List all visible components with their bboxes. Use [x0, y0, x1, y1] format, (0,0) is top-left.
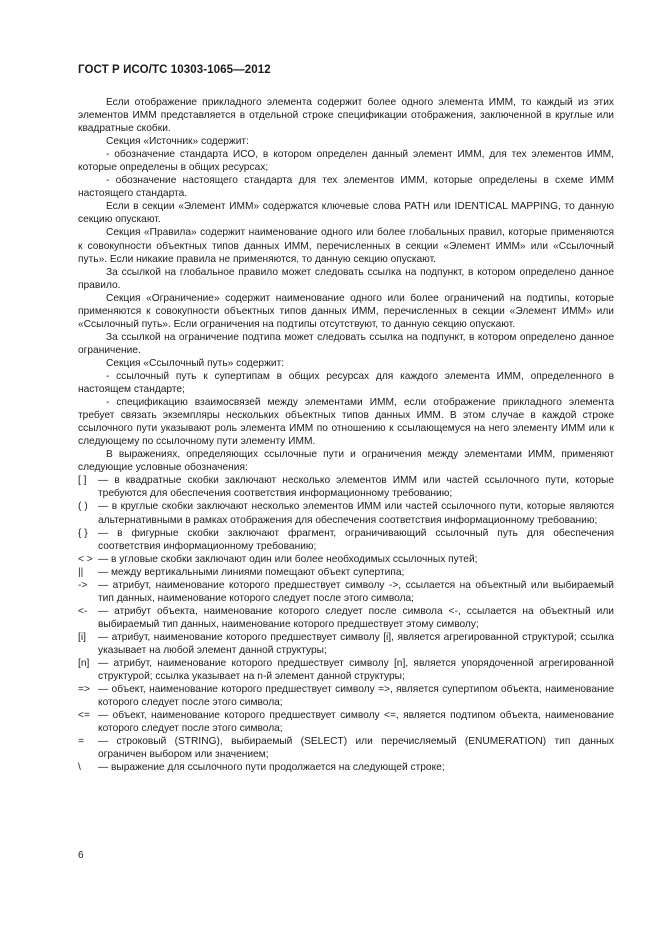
definition-symbol: ( ) [78, 501, 88, 513]
paragraph: Если в секции «Элемент ИММ» содержатся ключевые слова PATH или IDENTICAL MAPPING, то данную секцию опускают. [78, 201, 614, 226]
definition-item [78, 631, 614, 657]
definition-text: — атрибут, наименование которого предшествует символу [n], является упорядоченной агрегированной структурой; ссылка указывает на n-й элемент данной структуры; [98, 658, 614, 683]
paragraph: - спецификацию взаимосвязей между элементами ИММ, если отображение прикладного элемента требует связать экземпляры нескольких объектных типов данных ИММ. В этом случае в каждой строке ссылочного пути указывают роль элемента ИММ по отношению к ссылающемуся на него элементу ИММ или к следующему по ссылочному пути элементу ИММ. [78, 397, 614, 448]
definition-text: — между вертикальными линиями помещают объект супертипа; [98, 566, 405, 578]
definition-symbol: \ [78, 762, 81, 774]
definition-symbol: || [78, 566, 84, 578]
definition-symbol: < > [78, 553, 93, 565]
paragraph: Секция «Правила» содержит наименование одного или более глобальных правил, которые применяются к совокупности объектных типов данных ИММ, перечисленных в секции «Элемент ИММ» или «Ссылочный путь». Если никакие правила не применяются, то данную секцию опускают. [78, 227, 614, 265]
definition-item [78, 553, 614, 566]
definition-item [78, 683, 614, 709]
definition-text: — объект, наименование которого предшествует символу <=, является подтипом объекта, наименование которого следует после этого символа; [98, 710, 614, 735]
definition-symbol: <- [78, 605, 88, 617]
document-header: ГОСТ Р ИСО/ТС 10303-1065—2012 [78, 64, 271, 76]
page-number: 6 [78, 850, 84, 861]
definition-item [78, 761, 614, 774]
definition-item [78, 474, 614, 500]
definition-text: — атрибут объекта, наименование которого следует после символа <-, ссылается на объектный или выбираемый тип данных, наименование которого предшествует этому символу; [98, 605, 614, 630]
paragraph: Секция «Ссылочный путь» содержит: [106, 357, 285, 369]
paragraph: За ссылкой на глобальное правило может следовать ссылка на подпункт, в котором определено данное правило. [78, 266, 614, 291]
definition-text: — объект, наименование которого предшествует символу =>, является супертипом объекта, наименование которого следует после этого символа; [98, 684, 614, 709]
definition-symbol: -> [78, 579, 88, 591]
definition-symbol: [ ] [78, 475, 87, 487]
definition-item [78, 605, 614, 631]
paragraph: - ссылочный путь к супертипам в общих ресурсах для каждого элемента ИММ, определенного в настоящем стандарте; [78, 370, 614, 396]
paragraph: В выражениях, определяющих ссылочные пути и ограничения между элементами ИММ, применяют следующие условные обозначения: [78, 449, 614, 474]
definition-symbol: [n] [78, 658, 90, 670]
paragraph: За ссылкой на ограничение подтипа может следовать ссылка на подпункт, в котором определено данное ограничение. [78, 331, 614, 356]
definition-symbol: <= [78, 710, 90, 722]
definition-text: — атрибут, наименование которого предшествует символу [i], является агрегированной структурой; ссылка указывает на любой элемент данной структуры; [98, 631, 614, 656]
definition-item [78, 657, 614, 683]
definition-symbol: [i] [78, 631, 86, 643]
definition-text: — выражение для ссылочного пути продолжается на следующей строке; [98, 762, 445, 774]
definition-text: — в круглые скобки заключают несколько элементов ИММ или частей ссылочного пути, которые являются альтернативными в рамках отображения для обеспечения соответствия информационному требованию; [98, 501, 614, 526]
definition-item [78, 709, 614, 735]
definition-text: — атрибут, наименование которого предшествует символу ->, ссылается на объектный или выбираемый тип данных, наименование которого следует после этого символа; [98, 579, 614, 604]
paragraph: - обозначение стандарта ИСО, в котором определен данный элемент ИММ, для тех элементов ИММ, которые определены в общих ресурсах; [78, 149, 614, 174]
paragraph: Если отображение прикладного элемента содержит более одного элемента ИММ, то каждый из этих элементов ИММ представляется в отдельной строке спецификации отображения, заключенной в круглые или квадратные скобки. [78, 97, 614, 135]
definition-item [78, 500, 614, 526]
definition-symbol: { } [78, 527, 88, 539]
definition-symbol: => [78, 684, 90, 696]
definition-item [78, 735, 614, 761]
paragraph: - обозначение настоящего стандарта для тех элементов ИММ, которые определены в схеме ИММ настоящего стандарта. [78, 175, 614, 200]
definition-item [78, 579, 614, 605]
body-text [78, 96, 614, 774]
definition-text: — строковый (STRING), выбираемый (SELECT) или перечисляемый (ENUMERATION) тип данных ограничен выбором или значением; [98, 736, 614, 761]
definition-text: — в фигурные скобки заключают фрагмент, ограничивающий ссылочный путь для обеспечения соответствия информационному требованию; [98, 527, 614, 552]
definition-item [78, 527, 614, 553]
definition-text: — в квадратные скобки заключают несколько элементов ИММ или частей ссылочного пути, которые требуются для обеспечения соответствия информационному требованию; [98, 475, 614, 500]
paragraph: Секция «Ограничение» содержит наименование одного или более ограничений на подтипы, которые применяются к совокупности объектных типов данных ИММ, перечисленных в секции «Элемент ИММ» или «Ссылочный путь». Если ограничения на подтипы отсутствуют, то данную секцию опускают. [78, 292, 614, 330]
definition-text: — в угловые скобки заключают один или более необходимых ссылочных путей; [98, 553, 478, 565]
definition-item [78, 566, 614, 579]
paragraph: Секция «Источник» содержит: [106, 136, 249, 148]
definition-symbol: = [78, 736, 84, 748]
